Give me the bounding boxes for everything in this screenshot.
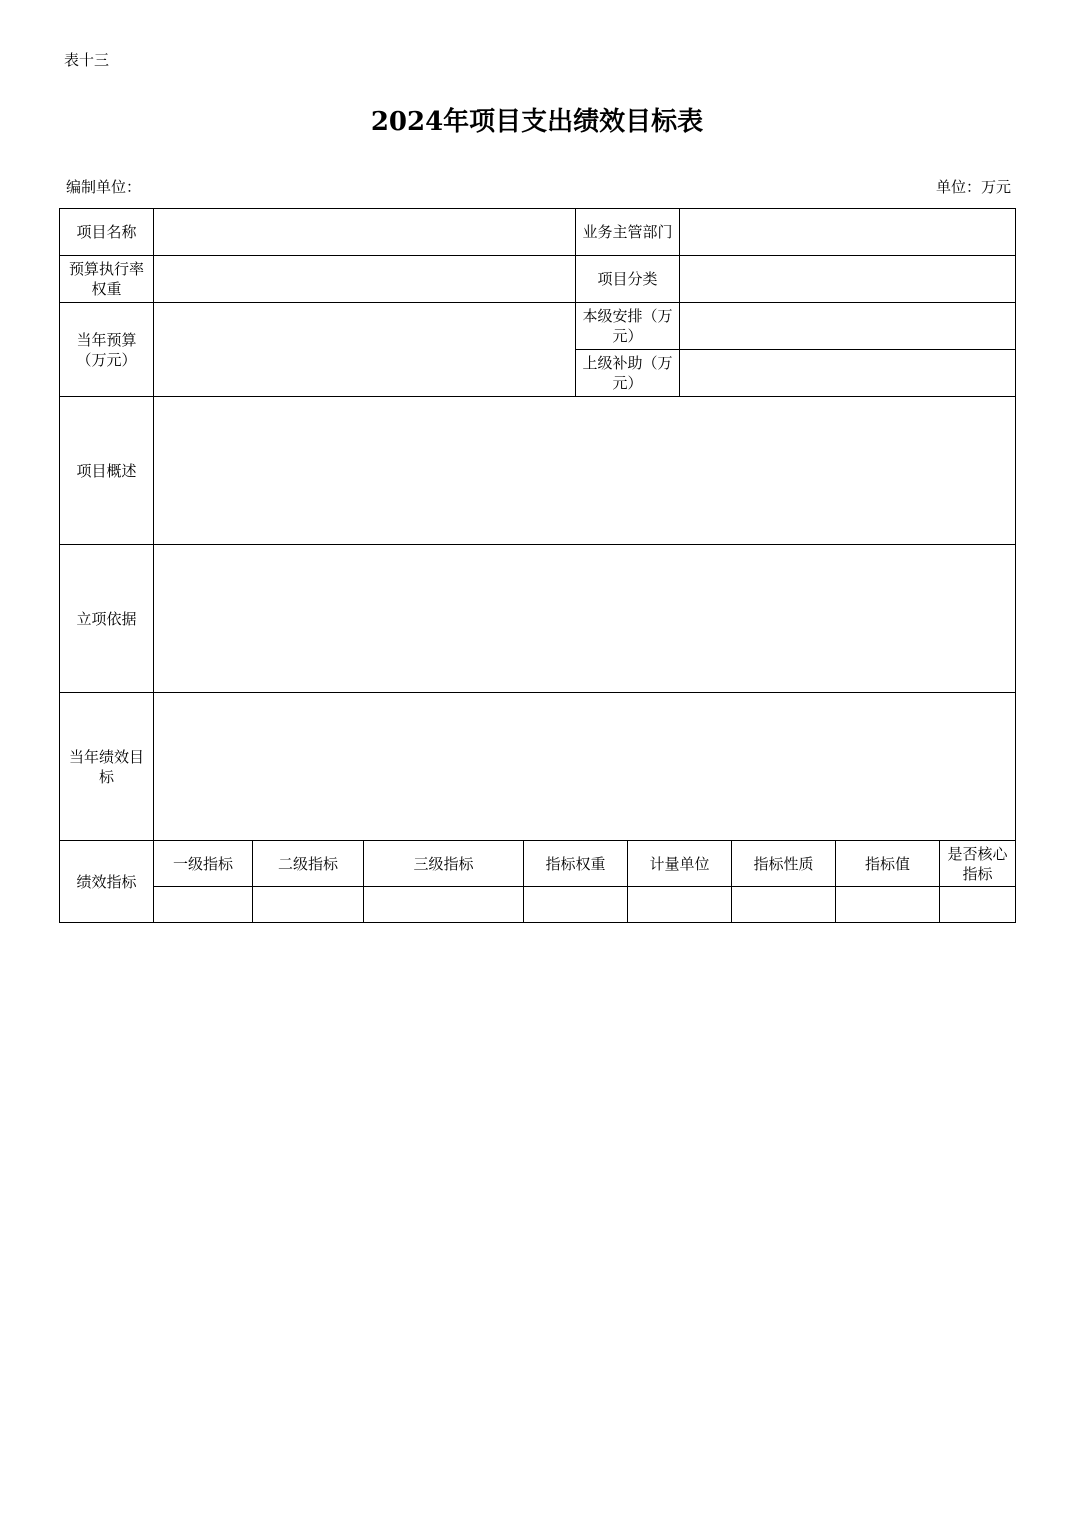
project-name-label: 项目名称 — [60, 209, 154, 256]
basis-field[interactable] — [154, 545, 1016, 693]
indicator-header-nature: 指标性质 — [732, 841, 836, 887]
indicator-header-level2: 二级指标 — [253, 841, 364, 887]
row-annual-goal — [60, 693, 1016, 841]
overview-field[interactable] — [154, 397, 1016, 545]
indicator-header-level1: 一级指标 — [154, 841, 253, 887]
basis-label: 立项依据 — [60, 545, 154, 693]
department-label: 业务主管部门 — [576, 209, 680, 256]
indicator-header-value: 指标值 — [836, 841, 940, 887]
local-arrangement-field[interactable] — [680, 303, 1016, 350]
indicator-weight-cell[interactable] — [524, 887, 628, 923]
indicator-unit-cell[interactable] — [628, 887, 732, 923]
indicator-level2-cell[interactable] — [253, 887, 364, 923]
annual-budget-field[interactable] — [154, 303, 576, 397]
row-exec-rate — [60, 256, 1016, 303]
indicator-core-cell[interactable] — [940, 887, 1016, 923]
annual-goal-field[interactable] — [154, 693, 1016, 841]
annual-goal-label: 当年绩效目标 — [60, 693, 154, 841]
superior-subsidy-label: 上级补助（万元） — [576, 350, 680, 397]
row-project-name — [60, 209, 1016, 256]
annual-budget-label: 当年预算（万元） — [60, 303, 154, 397]
indicator-header-unit: 计量单位 — [628, 841, 732, 887]
indicator-header-core: 是否核心指标 — [940, 841, 1016, 887]
indicator-value-cell[interactable] — [836, 887, 940, 923]
compiling-unit-label: 编制单位： — [66, 178, 142, 196]
indicator-header-level3: 三级指标 — [364, 841, 524, 887]
page-title: 2024年项目支出绩效目标表 — [370, 107, 704, 137]
department-field[interactable] — [680, 209, 1016, 256]
row-basis — [60, 545, 1016, 693]
indicator-level1-cell[interactable] — [154, 887, 253, 923]
indicators-label: 绩效指标 — [60, 841, 154, 923]
category-field[interactable] — [680, 256, 1016, 303]
local-arrangement-label: 本级安排（万元） — [576, 303, 680, 350]
exec-rate-weight-field[interactable] — [154, 256, 576, 303]
indicator-data-row — [60, 887, 1016, 923]
table-number: 表十三 — [64, 51, 110, 69]
indicator-header-weight: 指标权重 — [524, 841, 628, 887]
currency-unit-label: 单位：万元 — [935, 178, 1011, 196]
row-overview — [60, 397, 1016, 545]
indicator-header-row — [60, 841, 1016, 887]
overview-label: 项目概述 — [60, 397, 154, 545]
indicator-level3-cell[interactable] — [364, 887, 524, 923]
exec-rate-weight-label: 预算执行率权重 — [60, 256, 154, 303]
superior-subsidy-field[interactable] — [680, 350, 1016, 397]
performance-goal-table — [59, 208, 1016, 923]
category-label: 项目分类 — [576, 256, 680, 303]
row-local-arrangement — [60, 303, 1016, 350]
project-name-field[interactable] — [154, 209, 576, 256]
indicator-nature-cell[interactable] — [732, 887, 836, 923]
